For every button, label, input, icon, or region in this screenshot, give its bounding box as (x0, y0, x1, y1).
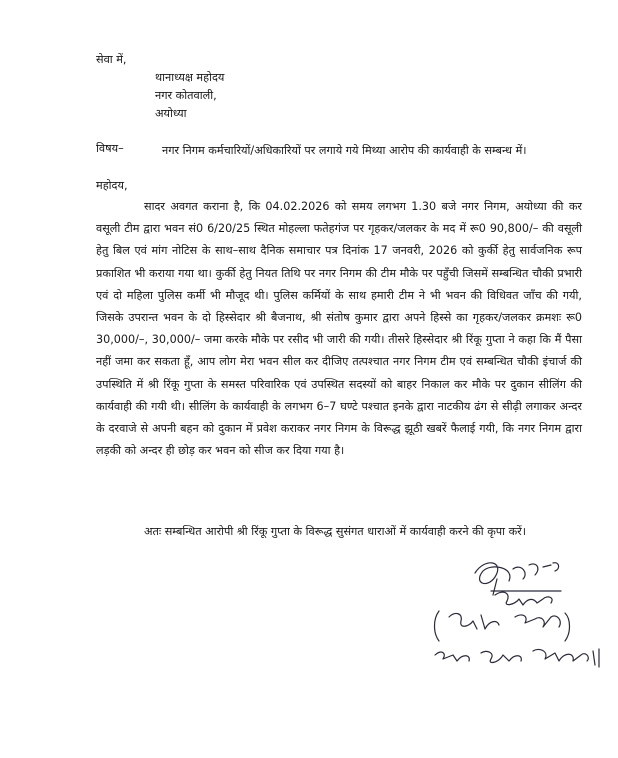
address-line-1: थानाध्यक्ष महोदय (155, 71, 225, 84)
address-salutation: सेवा में, (96, 53, 127, 66)
address-line-3: अयोध्या (155, 107, 187, 120)
closing-paragraph: अतः सम्बन्धित आरोपी श्री रिंकू गुप्ता के विरूद्ध सुसंगत धाराओं में कार्यवाही करने की कृपा करें। (144, 525, 526, 538)
body-paragraph: सादर अवगत कराना है, कि 04.02.2026 को समय लगभग 1.30 बजे नगर निगम, अयोध्या की कर वसूली टीम द्वारा भवन सं0 6/20/25 स्थित मोहल्ला फतेहगंज पर गृहकर/जलकर के मद में रू0 90,800/– की वसूली हेतु बिल एवं मांग नोटिस के साथ–साथ दैनिक समाचार पत्र दिनांक 17 जनवरी, 2026 को कुर्की हेतु सार्वजनिक रूप प्रकाशित भी कराया गया था। कुर्की हेतु नियत तिथि पर नगर निगम की टीम मौके पर पहुँची जिसमें सम्बन्धित चौकी प्रभारी एवं दो महिला पुलिस कर्मी भी मौजूद थी। पुलिस कर्मियों के साथ हमारी टीम ने भी भवन की विधिवत जाँच की गयी, जिसके उपरान्त भवन के दो हिस्सेदार श्री बैजनाथ, श्री संतोष कुमार द्वारा अपने हिस्से का गृहकर/जलकर क्रमशः रू0 30,000/–, 30,000/– जमा करके मौके पर रसीद भी जारी की गयी। तीसरे हिस्सेदार श्री रिंकू गुप्ता ने कहा कि मैं पैसा नहीं जमा कर सकता हूँ, आप लोग मेरा भवन सील कर दीजिए तत्पश्चात नगर निगम टीम एवं सम्बन्धित चौकी इंचार्ज की उपस्थिति में श्री रिंकू गुप्ता के समस्त परिवारिक एवं उपस्थित सदस्यों को बाहर निकाल कर मौके पर दुकान सीलिंग की कार्यवाही की गयी थी। सीलिंग के कार्यवाही के लगभग 6–7 घण्टे पश्चात इनके द्वारा नाटकीय ढंग से सीढ़ी लगाकर अन्दर के दरवाजे से अपनी बहन को दुकान में प्रवेश कराकर नगर निगम के विरूद्ध झूठी खबरें फैलाई गयी, कि नगर निगम द्वारा लड़की को अन्दर ही छोड़ कर भवन को सीज कर दिया गया है। (96, 200, 582, 458)
handwritten-signature (425, 555, 605, 675)
address-line-2: नगर कोतवाली, (155, 89, 217, 102)
subject-label: विषय– (96, 142, 124, 155)
salutation: महोदय, (96, 179, 128, 192)
subject-text: नगर निगम कर्मचारियों/अधिकारियों पर लगाये गये मिथ्या आरोप की कार्यवाही के सम्बन्ध में। (162, 144, 527, 157)
